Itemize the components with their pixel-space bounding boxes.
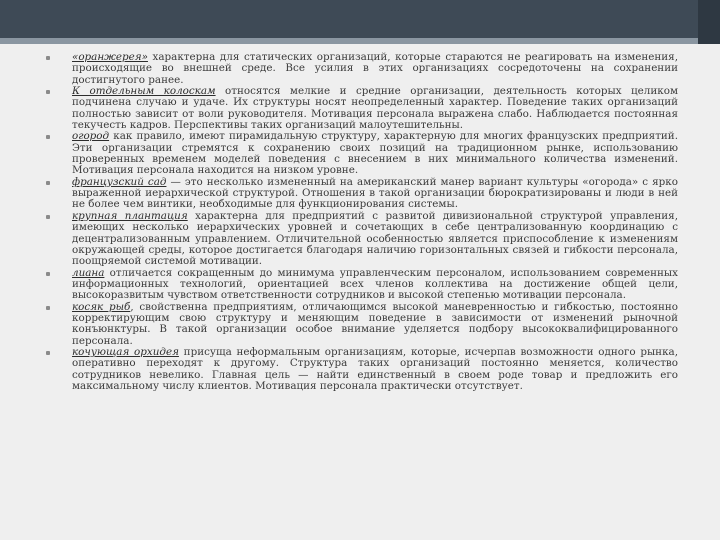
term-label: кочующая орхидея [72,346,179,359]
term-label: крупная плантация [72,209,188,222]
item-text: относятся мелкие и средние организации, деятельность которых целиком подчинена случаю и удаче. Их структуры носят неопределенный характер. Поведение таких организаций полностью зависит от воли руководителя. Мотивация персонала выражена слабо. Наблюдается постоянная текучесть кадров. Перспективы таких организаций малоутешительны. [72,85,678,131]
list-item [46,347,678,392]
bullet-icon [46,56,50,60]
term-label: французский сад [72,175,167,188]
list-item [46,52,678,86]
term-label: огород [72,130,110,143]
bullet-icon [46,181,50,185]
term-label: «оранжерея» [72,51,148,63]
item-text: отличается сокращенным до минимума управленческим персоналом, использованием современных информационных технологий, ориентацией всех членов коллектива на достижение общей цели, высокоразвитым чувством ответственности сотрудников и высокой степенью мотивации персонала. [72,266,678,302]
item-text: характерна для предприятий с развитой дивизиональной структурой управления, имеющих несколько иерархических уровней и сочетающих в себе централизованную координацию с децентрализованным управлением. Отличительной особенностью является приспособление к изменениям окружающей среды, которое достигается благодаря наличию горизонтальных связей и гибкости персонала, поощряемой системой мотивации. [72,209,678,268]
term-label: К отдельным колоскам [72,85,216,98]
list-item [46,211,678,267]
bullet-icon [46,272,50,276]
bullet-icon [46,351,50,355]
item-text: как правило, имеют пирамидальную структуру, характерную для многих французских предприятий. Эти организации стремятся к сохранению своих позиций на традиционном рынке, использованию проверенных временем моделей поведения с внесением в них минимального количества изменений. Мотивация персонала находится на низком уровне. [72,130,678,177]
list-item [46,268,678,302]
item-text: , свойственна предприятиям, отличающимся высокой маневренностью и гибкостью, постоянно корректирующим свою структуру и меняющим поведение в зависимости от изменений рыночной конъюнктуры. В такой организации особое внимание уделяется подбору высококвалифицированного персонала. [72,300,679,347]
list-item [46,177,678,211]
slide-corner-block [698,0,720,44]
term-label: косяк рыб [72,300,131,313]
item-text: присуща неформальным организациям, которые, исчерпав возможности одного рынка, оперативно переходят к другому. Структура таких организаций постоянно меняется, количество сотрудников невелико. Главная цель — найти единственный в своем роде товар и предложить его максимальному числу клиентов. Мотивация персонала практически отсутствует. [72,346,678,392]
item-text: — это несколько измененный на американский манер вариант культуры «огорода» с ярко выраженной иерархической структурой. Отношения в такой организации бюрократизированы и люди в ней не более чем винтики, необходимые для функционирования системы. [72,175,678,211]
term-label: лиана [72,266,105,279]
item-text: характерна для статических организаций, которые стараются не реагировать на изменения, происходящие во внешней среде. Все усилия в этих организациях сосредоточены на сохранении достигнутого ранее. [72,51,678,86]
list-item [46,302,678,347]
bullet-icon [46,215,50,219]
bullet-icon [46,135,50,139]
bullet-icon [46,90,50,94]
slide-header-bar [0,0,720,38]
list-item [46,86,678,131]
list-item [46,131,678,176]
bullet-icon [46,306,50,310]
culture-types-list [46,52,678,392]
